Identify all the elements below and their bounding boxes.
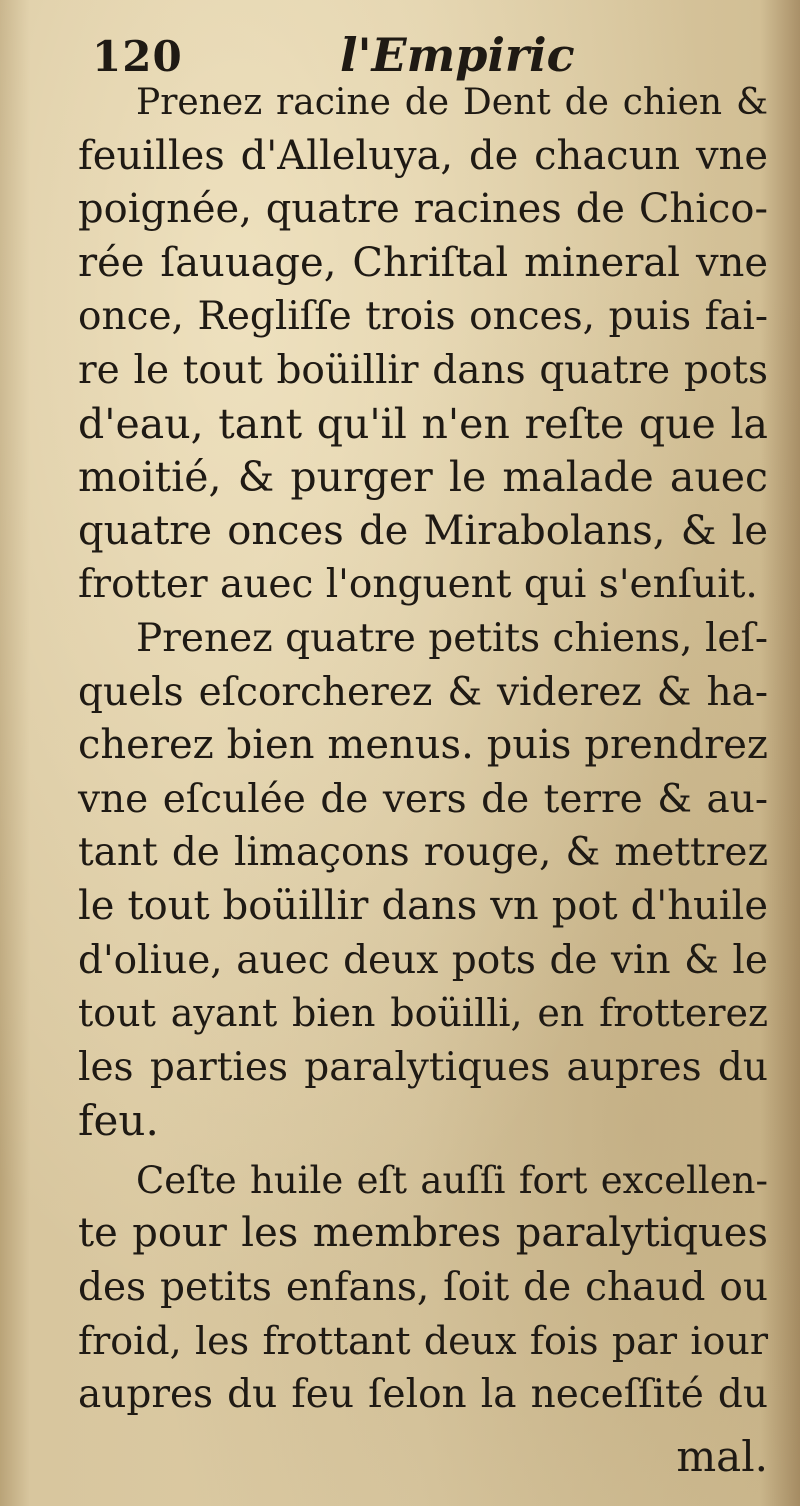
text-line: les parties paralytiques aupres du bbox=[78, 1044, 768, 1090]
text-line: te pour les membres paralytiques bbox=[78, 1210, 768, 1257]
paragraph bbox=[78, 76, 768, 612]
page-header bbox=[0, 14, 800, 84]
text-line: vne eſculée de vers de terre & au- bbox=[78, 776, 768, 822]
text-line: cherez bien menus. puis prendrez bbox=[78, 722, 768, 769]
page-number: 120 bbox=[92, 32, 183, 81]
text-line: tant de limaçons rouge, & mettrez bbox=[78, 830, 768, 876]
paragraph bbox=[78, 612, 768, 1148]
text-line: aupres du feu ſelon la neceſſité du bbox=[78, 1372, 768, 1418]
text-line: Prenez racine de Dent de chien & bbox=[136, 82, 768, 123]
text-line: Prenez quatre petits chiens, leſ- bbox=[136, 615, 769, 661]
text-line: quatre onces de Mirabolans, & le bbox=[78, 507, 768, 554]
running-head: l'Empiric bbox=[340, 28, 575, 82]
text-line: tout ayant bien boüilli, en frotterez bbox=[78, 991, 768, 1036]
text-line: d'oliue, auec deux pots de vin & le bbox=[78, 937, 768, 983]
paragraph bbox=[78, 1154, 768, 1422]
body-text bbox=[78, 76, 768, 1483]
text-line: d'eau, tant qu'il n'en reſte que la bbox=[78, 399, 768, 448]
text-line: rée ſauuage, Chriſtal mineral vne bbox=[78, 239, 768, 286]
catchword: mal. bbox=[676, 1431, 768, 1481]
text-line: le tout boüillir dans vn pot d'huile bbox=[78, 882, 768, 929]
text-line: Ceſte huile eſt auſſi fort excellen- bbox=[136, 1158, 768, 1202]
text-line: froid, les frottant deux fois par iour bbox=[78, 1318, 768, 1363]
text-line: quels eſcorcherez & viderez & ha- bbox=[78, 669, 768, 715]
text-line: frotter auec l'onguent qui s'enſuit. bbox=[78, 562, 758, 608]
text-line: once, Regliſſe trois onces, puis fai- bbox=[78, 294, 768, 340]
text-line: feu. bbox=[78, 1096, 159, 1146]
text-line: feuilles d'Alleluya, de chacun vne bbox=[78, 132, 768, 179]
text-line: poignée, quatre racines de Chico- bbox=[78, 186, 768, 233]
text-line: moitié, & purger le malade auec bbox=[78, 453, 768, 502]
text-line: re le tout boüillir dans quatre pots bbox=[78, 347, 768, 393]
text-line: des petits enfans, ſoit de chaud ou bbox=[78, 1265, 768, 1311]
